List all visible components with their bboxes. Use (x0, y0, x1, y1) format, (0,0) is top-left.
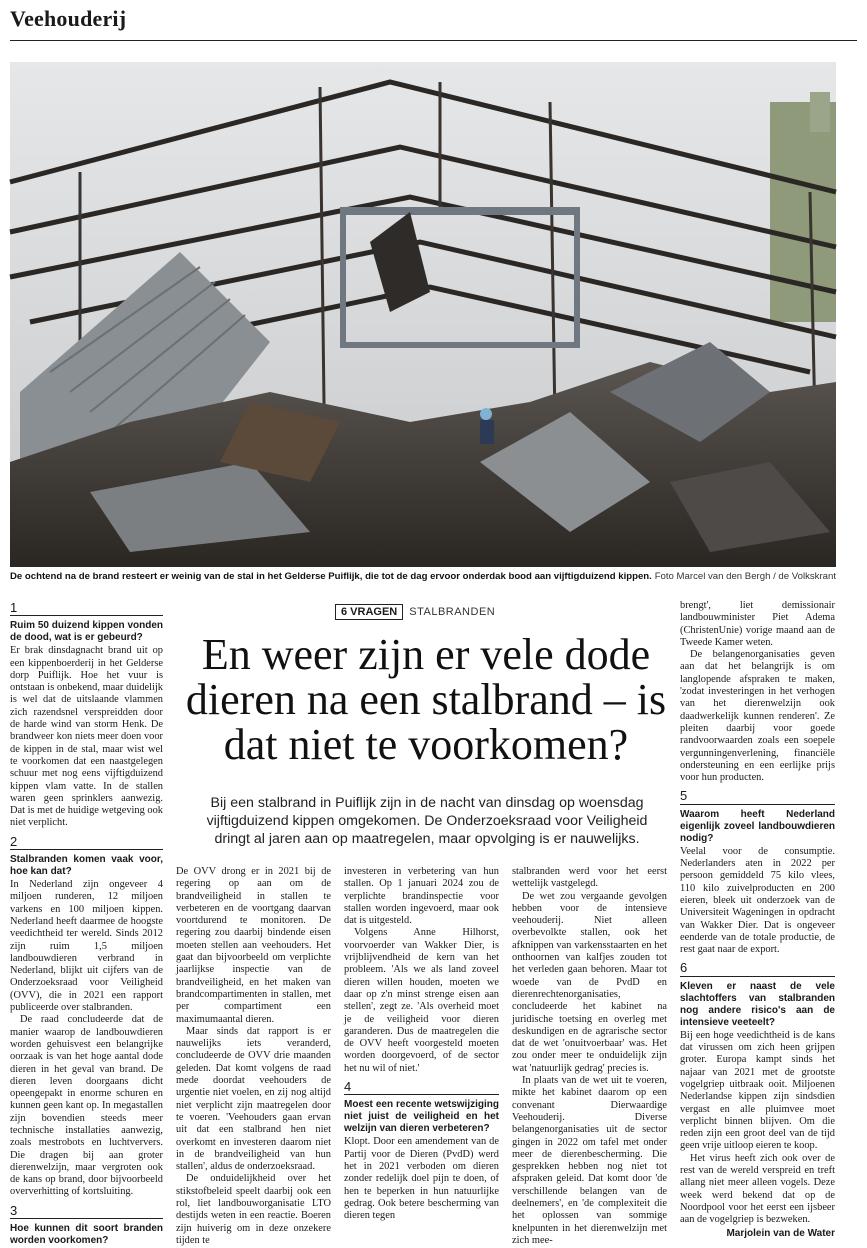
photo-caption (10, 571, 836, 582)
paragraph: brengt', liet demissionair landbouwminister Piet Adema (ChristenUnie) vorige maand aan de Tweede Kamer weten. (680, 600, 835, 648)
paragraph: Bij een hoge veedichtheid is de kans dat virussen om zich heen grijpen groter. Europa kampt sinds het najaar van 2021 met de grootste vogelgriep uitbraak ooit. Miljoenen Nederlandse kippen zijn sindsdien vergast en alle pluimvee moet verplicht binnen blijven. Om die reden zijn een groot deel van de tijd geen vrije uitloop eieren te koop. (680, 1029, 835, 1152)
column-middle-1 (176, 866, 331, 1247)
caption-text: De ochtend na de brand resteert er weinig van de stal in het Gelderse Puiflijk, die tot de dag ervoor onderdak bood aan vijftigduizend kippen. (10, 571, 652, 582)
paragraph: Volgens Anne Hilhorst, voorvoerder van Wakker Dier, is vrijblijvendheid de kern van het probleem. 'Als we als land zoveel dieren willen houden, moeten we daar op z'n minst strenge eisen aan stellen', zegt ze. 'Als overheid moet je de veiligheid voor dieren garanderen. Dus de maatregelen die de OVV heeft voorgesteld moeten worden doorgevoerd, of de sector het nu wil of niet.' (344, 927, 499, 1074)
headline: En weer zijn er vele dode dieren na een stalbrand – is dat niet te voorkomen? (185, 630, 667, 769)
question-title: Hoe kunnen dit soort branden worden voorkomen? (10, 1223, 163, 1247)
column-left (10, 600, 163, 1248)
burned-barn-image (10, 62, 836, 567)
paragraph: stalbranden werd voor het eerst wettelijk vastgelegd. (512, 866, 667, 890)
column-right (680, 600, 835, 1241)
photo-credit: Foto Marcel van den Bergh / de Volkskrant (654, 571, 836, 582)
author-byline: Marjolein van de Water (726, 1228, 835, 1240)
paragraph: Veelal voor de consumptie. Nederlanders aten in 2022 per persoon gemiddeld 75 kilo vlees, 110 kilo zuivelproducten en 200 eieren, bleek uit onderzoek van de Universiteit Wageningen in opdracht van Wakker Dier. Dat is ongeveer eenderde van de totale productie, de rest gaat naar de export. (680, 845, 835, 956)
kicker (335, 604, 495, 620)
column-middle-2 (344, 866, 499, 1222)
question-number: 3 (10, 1205, 163, 1219)
section-title: Veehouderij (10, 6, 127, 31)
question-number: 1 (10, 602, 163, 616)
paragraph: investeren in verbetering van hun stallen. Op 1 januari 2024 zou de verplichte brandinspectie voor stallen worden ingevoerd, maar ook dat is uitgesteld. (344, 866, 499, 927)
kicker-tag: 6 VRAGEN (335, 604, 403, 620)
paragraph: De onduidelijkheid over het stikstofbeleid speelt daarbij ook een rol, liet landbouworganisatie LTO destijds weten in een reactie. Boeren zijn huiverig om in deze onzekere tijden te (176, 1173, 331, 1246)
paragraph: Het virus heeft zich ook over de rest van de wereld verspreid en treft allang niet meer alleen vogels. Deze week werd bekend dat op de Noordpool voor het eerst een ijsbeer aan de vogelgriep is bezweken. (680, 1152, 835, 1226)
question-number: 6 (680, 962, 835, 976)
question-number: 5 (680, 790, 835, 804)
question-number: 2 (10, 836, 163, 850)
paragraph: Maar sinds dat rapport is er nauwelijks iets veranderd, concludeerde de OVV drie maanden geleden. Dat komt volgens de raad mede doordat veehouders de urgentie niet voelen, en zij nog altijd niet verplicht zijn maatregelen door te voeren. 'Veehouders gaan ervan uit dat een stalbrand hen niet overkomt en investeren daarom niet in de brandveiligheid van hun stallen', aldus de onderzoeksraad. (176, 1025, 331, 1173)
question-title: Ruim 50 duizend kippen vonden de dood, wat is er gebeurd? (10, 620, 163, 644)
question-title: Waarom heeft Nederland eigenlijk zoveel landbouwdieren nodig? (680, 808, 835, 844)
kicker-topic: STALBRANDEN (409, 606, 496, 618)
paragraph: De raad concludeerde dat de manier waarop de landbouwdieren worden gehuisvest een belangrijke oorzaak is van het hoge aantal dode dieren in het geval van brand. De dieren leven doorgaans dicht opeengepakt in enorme schuren en kunnen geen kant op. In megastallen zijn bovendien steeds meer technische installaties aanwezig, zoals mestrobots en luchtververs. Die dragen bij aan groter dierenwelzijn, maar vergroten ook de kans op brand, door bijvoorbeeld oververhitting of kortsluiting. (10, 1014, 163, 1198)
paragraph: Klopt. Door een amendement van de Partij voor de Dieren (PvdD) werd het in 2021 verboden om dieren zonder redelijk doel pijn te doen, of hen te beperken in hun natuurlijke gedrag. Ook betere bescherming van dieren tegen (344, 1136, 499, 1222)
question-title: Moest een recente wetswijziging niet juist de veiligheid en het welzijn van dieren verbeteren? (344, 1099, 499, 1135)
paragraph: De OVV drong er in 2021 bij de regering op aan om de brandveiligheid in stallen te verbeteren en de voortgang daarvan voortdurend te monitoren. De regering zou daarbij bindende eisen moeten stellen aan veehouders. Het gaat dan bijvoorbeeld om verplichte jaarlijkse inspectie van de brandveiligheid, en het maken van brandcompartimenten in stallen, met per compartiment een maximumaantal dieren. (176, 866, 331, 1025)
article-photo (10, 62, 836, 567)
paragraph: Er brak dinsdagnacht brand uit op een kippenboerderij in het Gelderse dorp Puiflijk. Hoe het vuur is ontstaan is onbekend, maar duidelijk is wel dat de uitslaande vlammen zich razendsnel verspreidden door de harde wind van storm Henk. De brandweer kon niets meer doen voor de kippen in de stal, maar wist wel te voorkomen dat een naastgelegen schuur met nog eens vijftigduizend kippen vlam vatte. In de stallen waren geen sprinklers aanwezig. Dat is met de huidige wetgeving ook niet verplicht. (10, 645, 163, 829)
paragraph: De wet zou vergaande gevolgen hebben voor de intensieve veehouderij. Niet alleen overbevolkte stallen, ook het afknippen van varkensstaarten en het onthoornen van kalfjes zouden tot het verleden gaan behoren. Maar tot woede van de PvdD en dierenrechtenorganisaties, concludeerde het kabinet na juridische toetsing en overleg met deskundigen en de agrarische sector dat de wet 'onuitvoerbaar' was. Het zou onder meer te onduidelijk zijn wat 'natuurlijk gedrag' precies is. (512, 890, 667, 1074)
section-divider (10, 40, 857, 41)
intro-text: Bij een stalbrand in Puiflijk zijn in de nacht van dinsdag op woensdag vijftigduizend kippen omgekomen. De Onderzoeksraad voor Veiligheid dringt al jaren aan op maatregelen, maar opvolging is er nauwelijks. (206, 795, 648, 847)
question-title: Kleven er naast de vele slachtoffers van stalbranden nog andere risico's aan de intensieve veeteelt? (680, 980, 835, 1028)
paragraph: In Nederland zijn ongeveer 4 miljoen runderen, 12 miljoen varkens en 100 miljoen kippen. Nederland heeft daarmee de hoogste veedichtheid ter wereld. Sinds 2012 zijn ruim 1,5 miljoen landbouwdieren verbrand in Nederland, blijkt uit cijfers van de Onderzoeksraad voor Veiligheid (OVV), die in 2021 een rapport publiceerde over stalbranden. (10, 879, 163, 1014)
column-middle-3 (512, 866, 667, 1247)
question-number: 4 (344, 1081, 499, 1095)
paragraph: In plaats van de wet uit te voeren, mikte het kabinet daarom op een convenant Dierwaardige Veehouderij. Diverse belangenorganisaties uit de sector gingen in 2022 om tafel met onder meer de dierenbescherming. Die gesprekken hebben nog niet tot afspraken geleid. Dat komt door 'de verschillende belangen van de deelnemers', en 'de complexiteit die het oplossen van sommige knelpunten in het dierenwelzijn met zich mee- (512, 1075, 667, 1246)
question-title: Stalbranden komen vaak voor, hoe kan dat? (10, 854, 163, 878)
paragraph: De belangenorganisaties geven aan dat het belangrijk is om langlopende afspraken te maken, 'zodat investeringen in het verhogen van het dierenwelzijn ook daadwerkelijk kunnen renderen'. Ze pleiten daarbij voor goede randvoorwaarden zoals een soepele vergunningenverlening, financiële ondersteuning en een eerlijke prijs voor hun producten. (680, 649, 835, 784)
